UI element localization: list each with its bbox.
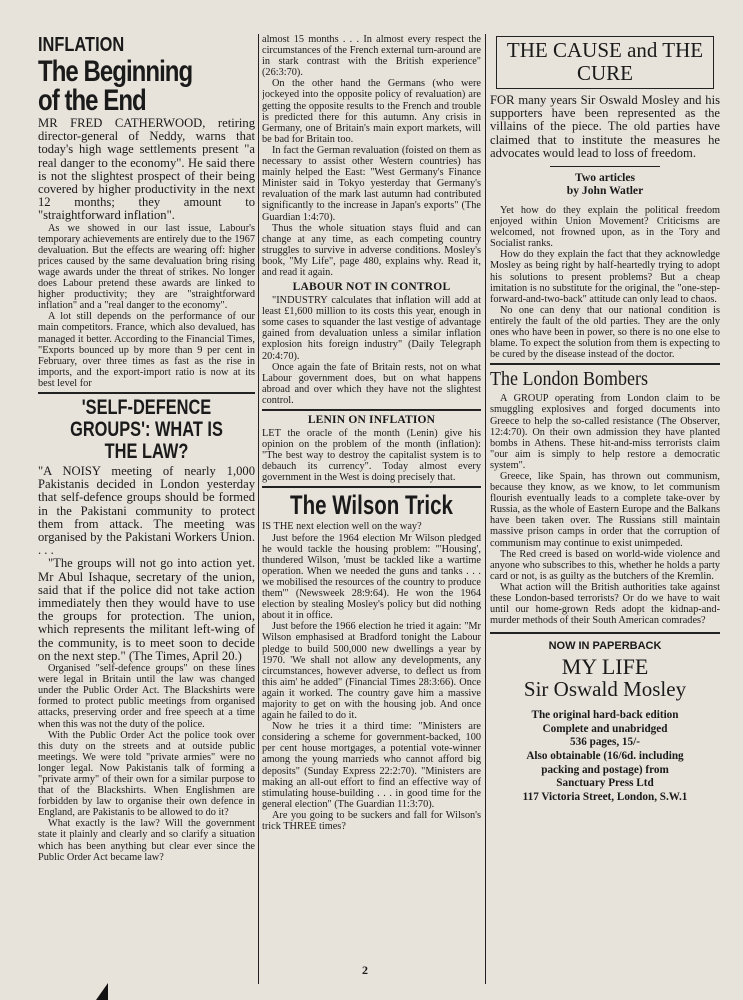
book-advertisement (490, 640, 720, 804)
article-paragraph: Yet how do they explain the political freedom enjoyed within Union Movement? Criticisms are welcomed, not frowned upon, as in the Tory and Socialist ranks. (490, 205, 720, 250)
article-lede: "The groups will not go into action yet. Mr Abul Ishaque, secretary of the union, said that if the police did not take action immediately then they would have to use the groups for protection. The union, which represents the militant left-wing of the community, is to meet soon to decide on the next step." (The Times, April 20.) (38, 556, 255, 663)
headline-cause-and-cure: THE CAUSE and THE CURE (496, 36, 714, 89)
article-paragraph: Thus the whole situation stays fluid and can change at any time, as each competing country struggles to survive in adverse conditions. Mosley's book, "My Life", page 480, explains why. Read it, and read it again. (262, 222, 481, 278)
headline-wilson-trick: The Wilson Trick (290, 490, 453, 521)
ad-book-author: Sir Oswald Mosley (523, 677, 687, 702)
article-lede: FOR many years Sir Oswald Mosley and his supporters have been represented as the villains of the piece. The old parties have claimed that to institute the measures he advocates would lead to loss of freedom. (490, 93, 720, 160)
subheading-lenin-on-inflation: LENIN ON INFLATION (307, 414, 436, 426)
section-kicker: INFLATION (38, 34, 125, 56)
column-3 (490, 34, 720, 989)
subheading-labour-not-in-control: LABOUR NOT IN CONTROL (292, 281, 451, 294)
article-lede: "A NOISY meeting of nearly 1,000 Pakistanis decided in London yesterday that self-defence groups should be formed in the Pakistani community to protect them from attack. The meeting was organised by the Pakistani Workers Union. . . . (38, 464, 255, 558)
ad-line: The original hard-back edition (531, 709, 679, 722)
article-paragraph: On the other hand the Germans (who were jockeyed into the opposite policy of revaluation) are getting the opposite results to the French and trouble is predicted there for this autumn. Any crisis in Germany, one of Britain's main export markets, will be bad for Britain too. (262, 78, 481, 145)
article-paragraph: LET the oracle of the month (Lenin) give his opinion on the problem of the month (inflation): "The best way to destroy the capitalist system is to debauch its currency". Today almost every government in the West is doing precisely that. (262, 428, 481, 484)
column-rule (258, 34, 259, 984)
ad-banner: NOW IN PAPERBACK (548, 640, 662, 653)
byline-author: by John Watler (566, 184, 644, 198)
divider (262, 409, 481, 411)
article-paragraph: Just before the 1966 election he tried it again: "Mr Wilson emphasised at Bradford tonight the Labour pledge to build 500,000 new dwellings a year by 1970. 'We shall not allow any developments, any circumstances, however adverse, to deflect us from this aim' he added" (Financial Times 28:3:66). Once again it worked. The country gave him a massive majority to get on with the housing job. And once again he failed to do it. (262, 621, 481, 722)
byline: Two articles (575, 171, 635, 185)
headline-london-bombers: The London Bombers (490, 368, 648, 391)
ad-line: Also obtainable (16/6d. including (526, 750, 684, 763)
article-paragraph: Greece, like Spain, has thrown out communism, because they know, as we know, to let communism flourish eventually leads to a complete take-over by Russia, as the whole of Eastern Europe and the Balkans have been taken over. The Russians still maintain massive prison camps in order that the corruption of communism may continue to exist unimpeded. (490, 470, 720, 549)
article-paragraph: Are you going to be suckers and fall for Wilson's trick THREE times? (262, 809, 481, 832)
article-paragraph: The Red creed is based on world-wide violence and anyone who subscribes to this, whether he holds a party card or not, is as guilty as the butchers of the Kremlin. (490, 548, 720, 582)
article-paragraph: Just before the 1964 election Mr Wilson pledged he would tackle the housing problem: "'Housing', thundered Wilson, 'must be tackled like a wartime operation. When we needed the guns and tanks . . . we mobilised the resources of the country to produce them'" (Newsweek 28:9:64). He won the 1964 election by stealing Mosley's policy but did nothing about it in office. (262, 532, 481, 622)
ad-book-title: MY LIFE (561, 654, 649, 680)
article-paragraph: What action will the British authorities take against these London-based terrorists? Or do we have to wait until our home-grown Reds adopt the kidnap-and-murder methods of their South American comrades? (490, 581, 720, 627)
ad-line: packing and postage) from (541, 763, 669, 776)
page-number: 2 (362, 963, 368, 977)
article-paragraph: Once again the fate of Britain rests, not on what Labour government does, but on what happens abroad and over which they have not the slightest control. (262, 361, 481, 406)
column-2 (262, 34, 481, 989)
article-paragraph: "INDUSTRY calculates that inflation will add at least £1,600 million to its costs this year, enough in some cases to squander the last vestige of advantage gained from devaluation unless a similar inflation explosion hits foreign industry" (Daily Telegraph 20:4:70). (262, 295, 481, 362)
article-paragraph: almost 15 months . . . In almost every respect the circumstances of the French external turn-around are in stark contrast with the British experience" (26:3:70). (262, 34, 481, 79)
article-paragraph: A lot still depends on the performance of our main competitors. France, which also devalued, has managed it better. According to the Financial Times, "Exports bounced up by more than 9 per cent in February, over three times as fast as the rise in imports, and the export-import ratio is now at its best level for (38, 311, 255, 389)
ad-line: Sanctuary Press Ltd (556, 777, 654, 790)
article-paragraph: IS THE next election well on the way? (262, 521, 422, 533)
ad-line: 536 pages, 15/- (570, 736, 640, 749)
article-paragraph: With the Public Order Act the police took over this duty on the streets and at outside public meetings. We were told "private armies" were no longer legal. Now Pakistanis talk of forming a "private army" of their own for a similar purpose to that of the Blackshirts. When Englishmen are forbidden by law to organise their own defence in England, are Pakistanis to be allowed to do it? (38, 729, 255, 819)
article-paragraph: A GROUP operating from London claim to be smuggling explosives and forged documents into Greece to help the so-called resistance (The Observer, 12:4:70). On their own admission they have planted bombs in Athens. These hit-and-miss terrorists claim "our aim is simply to help restore a democratic system". (490, 393, 720, 471)
article-paragraph: No one can deny that our national condition is entirely the fault of the old parties. They are the only ones who have been in power, so there is no one else to blame. To expect the solution from them is expecting to be cured by the disease instead of the doctor. (490, 304, 720, 361)
article-paragraph: In fact the German revaluation (foisted on them as necessary to assist other Western countries) has mainly helped the East: "West Germany's Finance Minister said in Tokyo yesterday that Germany's revaluation of the mark last autumn had contributed significantly to the increase in Japan's exports" (The Guardian 1:4:70). (262, 144, 481, 223)
divider (490, 632, 720, 634)
divider (490, 363, 720, 365)
article-paragraph: What exactly is the law? Will the government state it plainly and clearly and so clarify a situation which has been anything but clear ever since the Public Order Act became law? (38, 818, 255, 863)
column-rule (485, 34, 486, 984)
divider (38, 392, 255, 394)
article-paragraph: Organised "self-defence groups" on these lines were legal in Britain until the law was changed under the Public Order Act. The Blackshirts were formed to protect public meetings from organised attacks, preserving order and free speech at a time when this was not the duty of the police. (38, 663, 255, 730)
article-lede: MR FRED CATHERWOOD, retiring director-general of Neddy, warns that today's high wage settlements present "a real danger to the economy". He said there is not the slightest prospect of their being covered by higher productivity in the next 12 months; they amount to "straightforward inflation". (38, 116, 255, 223)
article-paragraph: As we showed in our last issue, Labour's temporary achievements are entirely due to the 1967 devaluation. But the effects are wearing off: higher prices caused by the same devaluation bring rising wage awards under the threat of strikes. No longer does Labour pretend these awards are linked to higher productivity; they are "straightforward inflation" and a "real danger to the economy". (38, 222, 255, 312)
ad-line: 117 Victoria Street, London, S.W.1 (522, 790, 688, 803)
headline-beginning-of-end: The Beginning of the End (38, 55, 193, 117)
column-1 (38, 34, 255, 989)
article-paragraph: How do they explain the fact that they acknowledge Mosley as being right by half-heartedly trying to adopt his solutions to present problems? But a cheap imitation is no substitute for the original, the "one-step-forward-and-two-back" attitude can only lead to chaos. (490, 249, 720, 305)
divider (550, 166, 660, 167)
headline-self-defence-groups: 'SELF-DEFENCE GROUPS': WHAT IS THE LAW? (70, 396, 223, 464)
corner-mark (96, 983, 108, 1000)
divider (262, 486, 481, 488)
ad-line: Complete and unabridged (542, 722, 668, 735)
article-paragraph: Now he tries it a third time: "Ministers are considering a scheme for government-backed, 100 per cent house mortgages, a potential vote-winner among the young marrieds who cannot afford big deposits" (Sunday Express 22:2:70). "Ministers are making an all-out effort to find an effective way of stimulating house-building . . . in good time for the general election" (The Guardian 11:3:70). (262, 721, 481, 810)
